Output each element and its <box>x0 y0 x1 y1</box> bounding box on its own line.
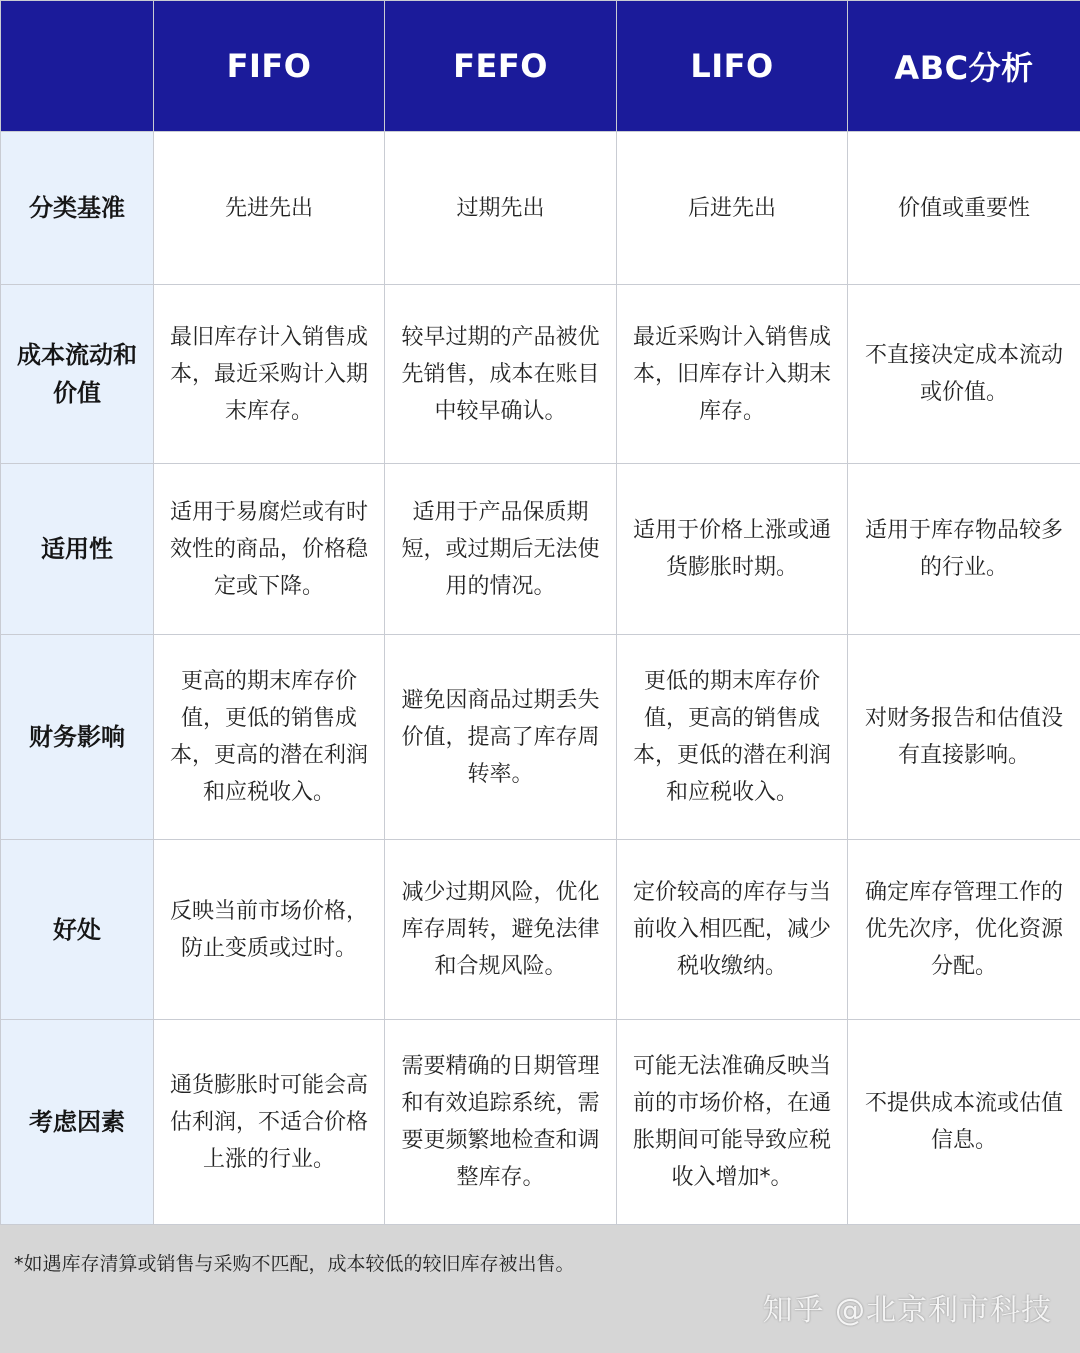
footer-bar <box>0 1225 1080 1353</box>
table-cell: 适用于产品保质期短，或过期后无法使用的情况。 <box>385 464 617 635</box>
table-cell: 更低的期末库存价值，更高的销售成本，更低的潜在利润和应税收入。 <box>617 635 848 840</box>
table-cell: 定价较高的库存与当前收入相匹配，减少税收缴纳。 <box>617 840 848 1020</box>
table-row <box>1 285 1080 464</box>
table-row <box>1 635 1080 840</box>
header-abc-analysis: ABC分析 <box>848 1 1080 132</box>
table-cell: 最近采购计入销售成本，旧库存计入期末库存。 <box>617 285 848 464</box>
footnote: *如遇库存清算或销售与采购不匹配，成本较低的较旧库存被出售。 <box>14 1253 575 1275</box>
table-cell: 适用于价格上涨或通货膨胀时期。 <box>617 464 848 635</box>
table-cell: 适用于库存物品较多的行业。 <box>848 464 1080 635</box>
table-cell: 需要精确的日期管理和有效追踪系统，需要更频繁地检查和调整库存。 <box>385 1020 617 1225</box>
table-cell: 通货膨胀时可能会高估利润，不适合价格上涨的行业。 <box>154 1020 385 1225</box>
table-cell: 不直接决定成本流动或价值。 <box>848 285 1080 464</box>
row-label: 分类基准 <box>1 132 154 285</box>
row-label: 好处 <box>1 840 154 1020</box>
table-cell: 确定库存管理工作的优先次序，优化资源分配。 <box>848 840 1080 1020</box>
table-row <box>1 840 1080 1020</box>
table-cell: 对财务报告和估值没有直接影响。 <box>848 635 1080 840</box>
table-cell: 价值或重要性 <box>848 132 1080 285</box>
table-cell: 过期先出 <box>385 132 617 285</box>
table-cell: 更高的期末库存价值，更低的销售成本，更高的潜在利润和应税收入。 <box>154 635 385 840</box>
row-label: 适用性 <box>1 464 154 635</box>
row-label: 财务影响 <box>1 635 154 840</box>
table-cell: 较早过期的产品被优先销售，成本在账目中较早确认。 <box>385 285 617 464</box>
table-row <box>1 464 1080 635</box>
header-fifo: FIFO <box>154 1 385 132</box>
header-lifo: LIFO <box>617 1 848 132</box>
table-cell: 最旧库存计入销售成本，最近采购计入期末库存。 <box>154 285 385 464</box>
table-header-row <box>1 1 1080 132</box>
table-cell: 减少过期风险，优化库存周转，避免法律和合规风险。 <box>385 840 617 1020</box>
table-cell: 可能无法准确反映当前的市场价格，在通胀期间可能导致应税收入增加*。 <box>617 1020 848 1225</box>
table-cell: 先进先出 <box>154 132 385 285</box>
table-row <box>1 1020 1080 1225</box>
table-cell: 后进先出 <box>617 132 848 285</box>
table-row <box>1 132 1080 285</box>
row-label: 考虑因素 <box>1 1020 154 1225</box>
table-cell: 不提供成本流或估值信息。 <box>848 1020 1080 1225</box>
table-cell: 适用于易腐烂或有时效性的商品，价格稳定或下降。 <box>154 464 385 635</box>
row-label: 成本流动和价值 <box>1 285 154 464</box>
table-cell: 避免因商品过期丢失价值，提高了库存周转率。 <box>385 635 617 840</box>
header-fefo: FEFO <box>385 1 617 132</box>
watermark: 知乎 @北京利市科技 <box>762 1293 1052 1328</box>
table-cell: 反映当前市场价格，防止变质或过时。 <box>154 840 385 1020</box>
header-corner-cell <box>1 1 154 132</box>
